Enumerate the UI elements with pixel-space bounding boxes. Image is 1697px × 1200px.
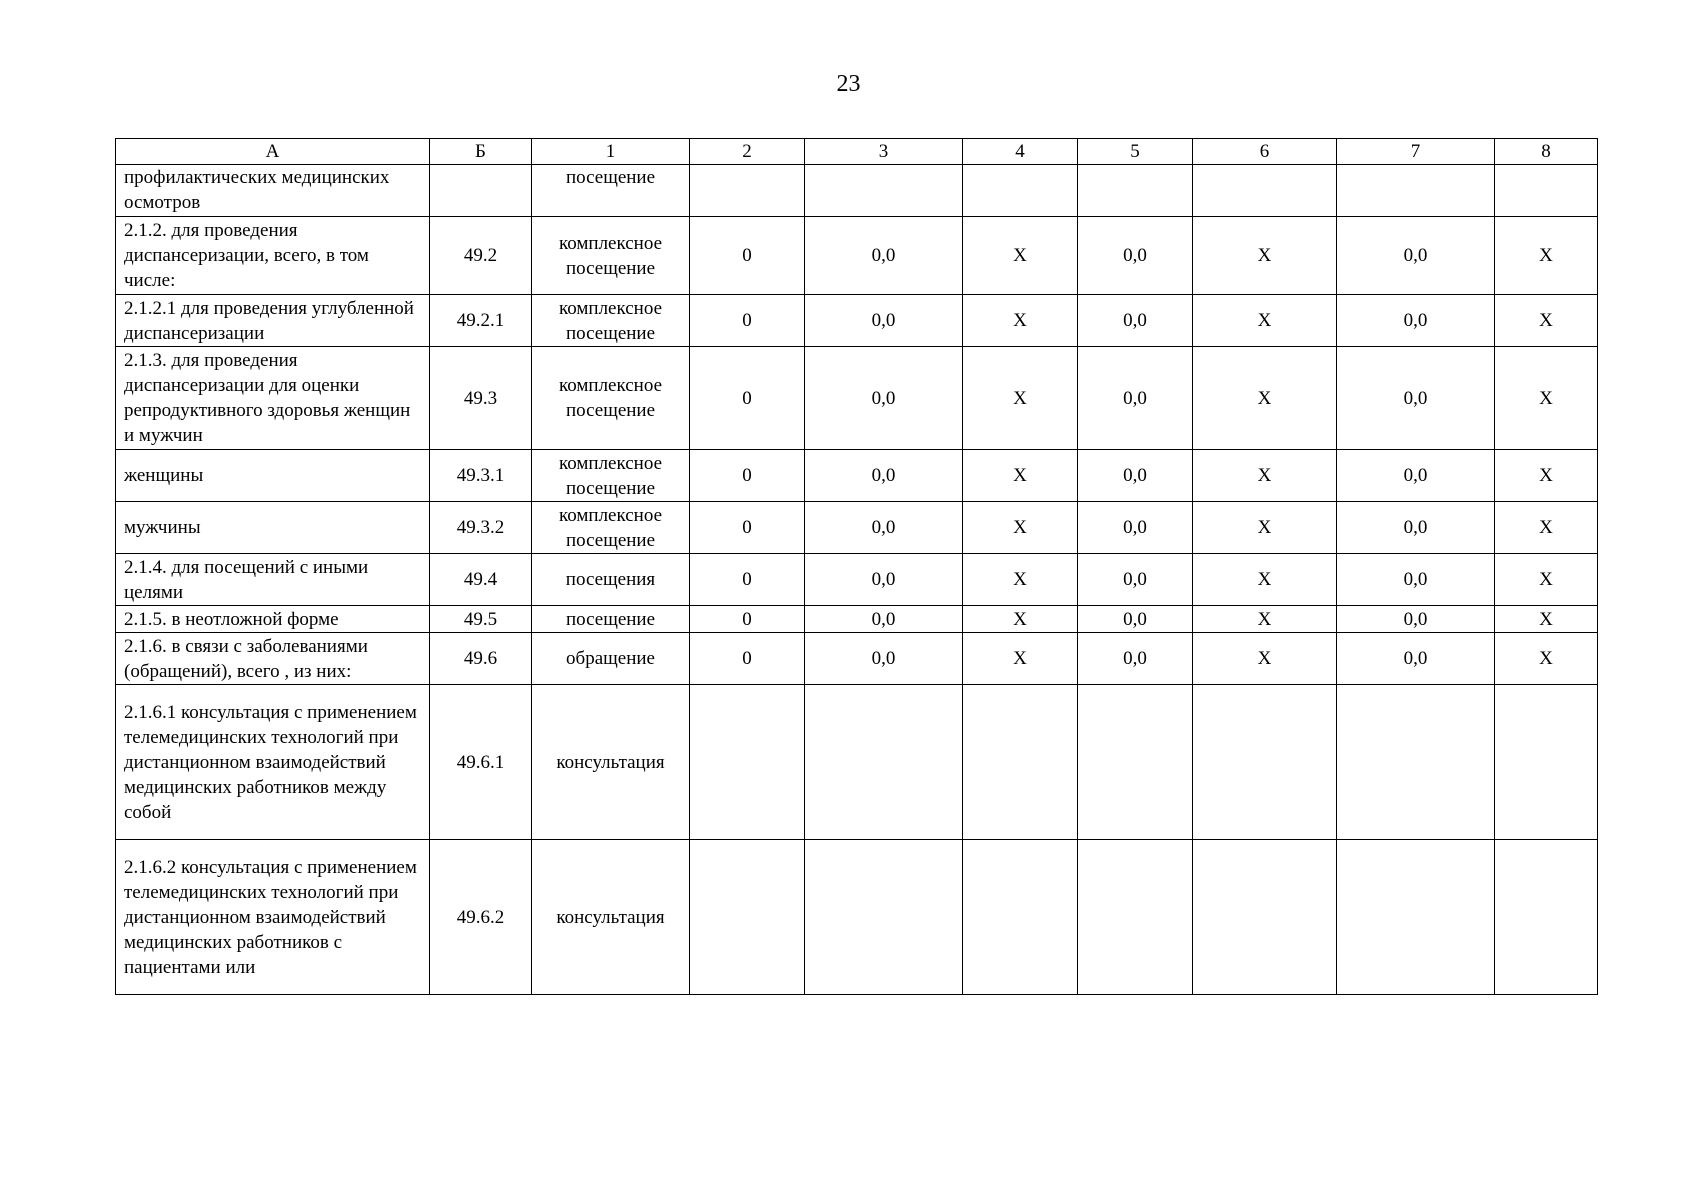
header-cell-2: 2 xyxy=(690,139,805,165)
value-cell: 0 xyxy=(690,217,805,295)
value-cell: 0,0 xyxy=(1337,502,1495,554)
value-cell: Х xyxy=(1193,295,1337,347)
row-name-cell: 2.1.5. в неотложной форме xyxy=(116,606,430,633)
value-cell: Х xyxy=(1495,450,1598,502)
value-cell: 0 xyxy=(690,554,805,606)
row-code-cell: 49.3.2 xyxy=(430,502,532,554)
value-cell: Х xyxy=(963,554,1078,606)
row-name-cell: 2.1.2.1 для проведения углубленной диспансеризации xyxy=(116,295,430,347)
value-cell: 0 xyxy=(690,295,805,347)
row-code-cell: 49.3 xyxy=(430,347,532,450)
row-name-cell: 2.1.3. для проведения диспансеризации для оценки репродуктивного здоровья женщин и мужчин xyxy=(116,347,430,450)
table-row xyxy=(116,217,1598,295)
value-cell: 0,0 xyxy=(805,633,963,685)
value-cell xyxy=(1078,840,1193,995)
value-cell xyxy=(1337,840,1495,995)
value-cell xyxy=(1193,685,1337,840)
value-cell xyxy=(805,840,963,995)
value-cell: 0,0 xyxy=(1337,347,1495,450)
value-cell: 0,0 xyxy=(1337,554,1495,606)
header-cell-b: Б xyxy=(430,139,532,165)
value-cell: Х xyxy=(1495,633,1598,685)
row-code-cell: 49.3.1 xyxy=(430,450,532,502)
row-name-cell: 2.1.6.1 консультация с применением телемедицинских технологий при дистанционном взаимодействий медицинских работников между собой xyxy=(116,685,430,840)
value-cell: Х xyxy=(963,295,1078,347)
value-cell: Х xyxy=(963,633,1078,685)
value-cell: 0,0 xyxy=(1078,217,1193,295)
header-cell-3: 3 xyxy=(805,139,963,165)
value-cell: 0,0 xyxy=(1078,502,1193,554)
value-cell xyxy=(1337,685,1495,840)
value-cell: 0,0 xyxy=(805,554,963,606)
row-unit-cell: комплексное посещение xyxy=(532,502,690,554)
value-cell xyxy=(690,165,805,217)
table-row xyxy=(116,633,1598,685)
value-cell xyxy=(1337,165,1495,217)
value-cell: 0,0 xyxy=(1078,554,1193,606)
value-cell: 0,0 xyxy=(1078,633,1193,685)
table-row xyxy=(116,450,1598,502)
row-unit-cell: посещение xyxy=(532,606,690,633)
row-unit-cell: консультация xyxy=(532,685,690,840)
value-cell: Х xyxy=(1193,554,1337,606)
header-cell-7: 7 xyxy=(1337,139,1495,165)
value-cell: 0,0 xyxy=(1337,217,1495,295)
value-cell xyxy=(690,840,805,995)
row-name-cell: 2.1.4. для посещений с иными целями xyxy=(116,554,430,606)
value-cell: 0 xyxy=(690,450,805,502)
row-code-cell: 49.6 xyxy=(430,633,532,685)
header-cell-a: А xyxy=(116,139,430,165)
value-cell: 0 xyxy=(690,347,805,450)
row-code-cell: 49.6.1 xyxy=(430,685,532,840)
row-unit-cell: консультация xyxy=(532,840,690,995)
row-code-cell: 49.6.2 xyxy=(430,840,532,995)
header-cell-8: 8 xyxy=(1495,139,1598,165)
row-name-cell: женщины xyxy=(116,450,430,502)
row-code-cell: 49.4 xyxy=(430,554,532,606)
row-name-cell: профилактических медицинских осмотров xyxy=(116,165,430,217)
value-cell xyxy=(1078,165,1193,217)
value-cell: Х xyxy=(1193,347,1337,450)
value-cell: Х xyxy=(1495,502,1598,554)
row-code-cell: 49.2.1 xyxy=(430,295,532,347)
value-cell xyxy=(1193,165,1337,217)
value-cell: Х xyxy=(1495,295,1598,347)
value-cell xyxy=(1078,685,1193,840)
value-cell xyxy=(963,165,1078,217)
value-cell: 0 xyxy=(690,502,805,554)
value-cell: Х xyxy=(1193,217,1337,295)
value-cell: 0,0 xyxy=(1078,606,1193,633)
row-name-cell: 2.1.6.2 консультация с применением телемедицинских технологий при дистанционном взаимодействий медицинских работников с пациентами или xyxy=(116,840,430,995)
value-cell: 0,0 xyxy=(1078,450,1193,502)
table-row xyxy=(116,347,1598,450)
value-cell: 0 xyxy=(690,633,805,685)
value-cell: Х xyxy=(1193,502,1337,554)
value-cell: 0,0 xyxy=(1337,295,1495,347)
value-cell xyxy=(963,840,1078,995)
value-cell: 0,0 xyxy=(1337,606,1495,633)
value-cell: Х xyxy=(963,606,1078,633)
table-row xyxy=(116,295,1598,347)
table-row xyxy=(116,165,1598,217)
value-cell: Х xyxy=(963,217,1078,295)
value-cell xyxy=(1495,165,1598,217)
value-cell xyxy=(1495,685,1598,840)
table-row xyxy=(116,554,1598,606)
row-code-cell: 49.2 xyxy=(430,217,532,295)
row-name-cell: 2.1.2. для проведения диспансеризации, всего, в том числе: xyxy=(116,217,430,295)
value-cell xyxy=(963,685,1078,840)
value-cell: Х xyxy=(1193,633,1337,685)
row-code-cell: 49.5 xyxy=(430,606,532,633)
value-cell: 0,0 xyxy=(805,217,963,295)
value-cell: Х xyxy=(963,502,1078,554)
value-cell: 0,0 xyxy=(1337,633,1495,685)
value-cell: Х xyxy=(1495,217,1598,295)
report-table xyxy=(115,138,1598,995)
value-cell xyxy=(1495,840,1598,995)
value-cell xyxy=(805,685,963,840)
value-cell: 0,0 xyxy=(1078,347,1193,450)
row-name-cell: 2.1.6. в связи с заболеваниями (обращений), всего , из них: xyxy=(116,633,430,685)
value-cell: 0,0 xyxy=(1337,450,1495,502)
row-unit-cell: посещение xyxy=(532,165,690,217)
header-cell-6: 6 xyxy=(1193,139,1337,165)
value-cell xyxy=(805,165,963,217)
row-name-cell: мужчины xyxy=(116,502,430,554)
value-cell: Х xyxy=(1193,450,1337,502)
table-row xyxy=(116,502,1598,554)
row-unit-cell: комплексное посещение xyxy=(532,450,690,502)
value-cell: Х xyxy=(963,347,1078,450)
header-cell-4: 4 xyxy=(963,139,1078,165)
value-cell: 0,0 xyxy=(805,450,963,502)
value-cell: 0,0 xyxy=(805,502,963,554)
value-cell: 0,0 xyxy=(805,347,963,450)
page-number: 23 xyxy=(836,71,861,97)
header-row xyxy=(116,139,1598,165)
row-unit-cell: посещения xyxy=(532,554,690,606)
value-cell: 0,0 xyxy=(805,295,963,347)
row-unit-cell: комплексное посещение xyxy=(532,217,690,295)
table-row xyxy=(116,685,1598,840)
row-unit-cell: комплексное посещение xyxy=(532,347,690,450)
value-cell: 0,0 xyxy=(805,606,963,633)
value-cell xyxy=(690,685,805,840)
row-code-cell xyxy=(430,165,532,217)
value-cell: Х xyxy=(1495,347,1598,450)
value-cell: 0,0 xyxy=(1078,295,1193,347)
value-cell: Х xyxy=(1193,606,1337,633)
row-unit-cell: обращение xyxy=(532,633,690,685)
value-cell: 0 xyxy=(690,606,805,633)
table-row xyxy=(116,840,1598,995)
row-unit-cell: комплексное посещение xyxy=(532,295,690,347)
value-cell: Х xyxy=(1495,554,1598,606)
table-row xyxy=(116,606,1598,633)
value-cell xyxy=(1193,840,1337,995)
value-cell: Х xyxy=(1495,606,1598,633)
header-cell-1: 1 xyxy=(532,139,690,165)
header-cell-5: 5 xyxy=(1078,139,1193,165)
value-cell: Х xyxy=(963,450,1078,502)
